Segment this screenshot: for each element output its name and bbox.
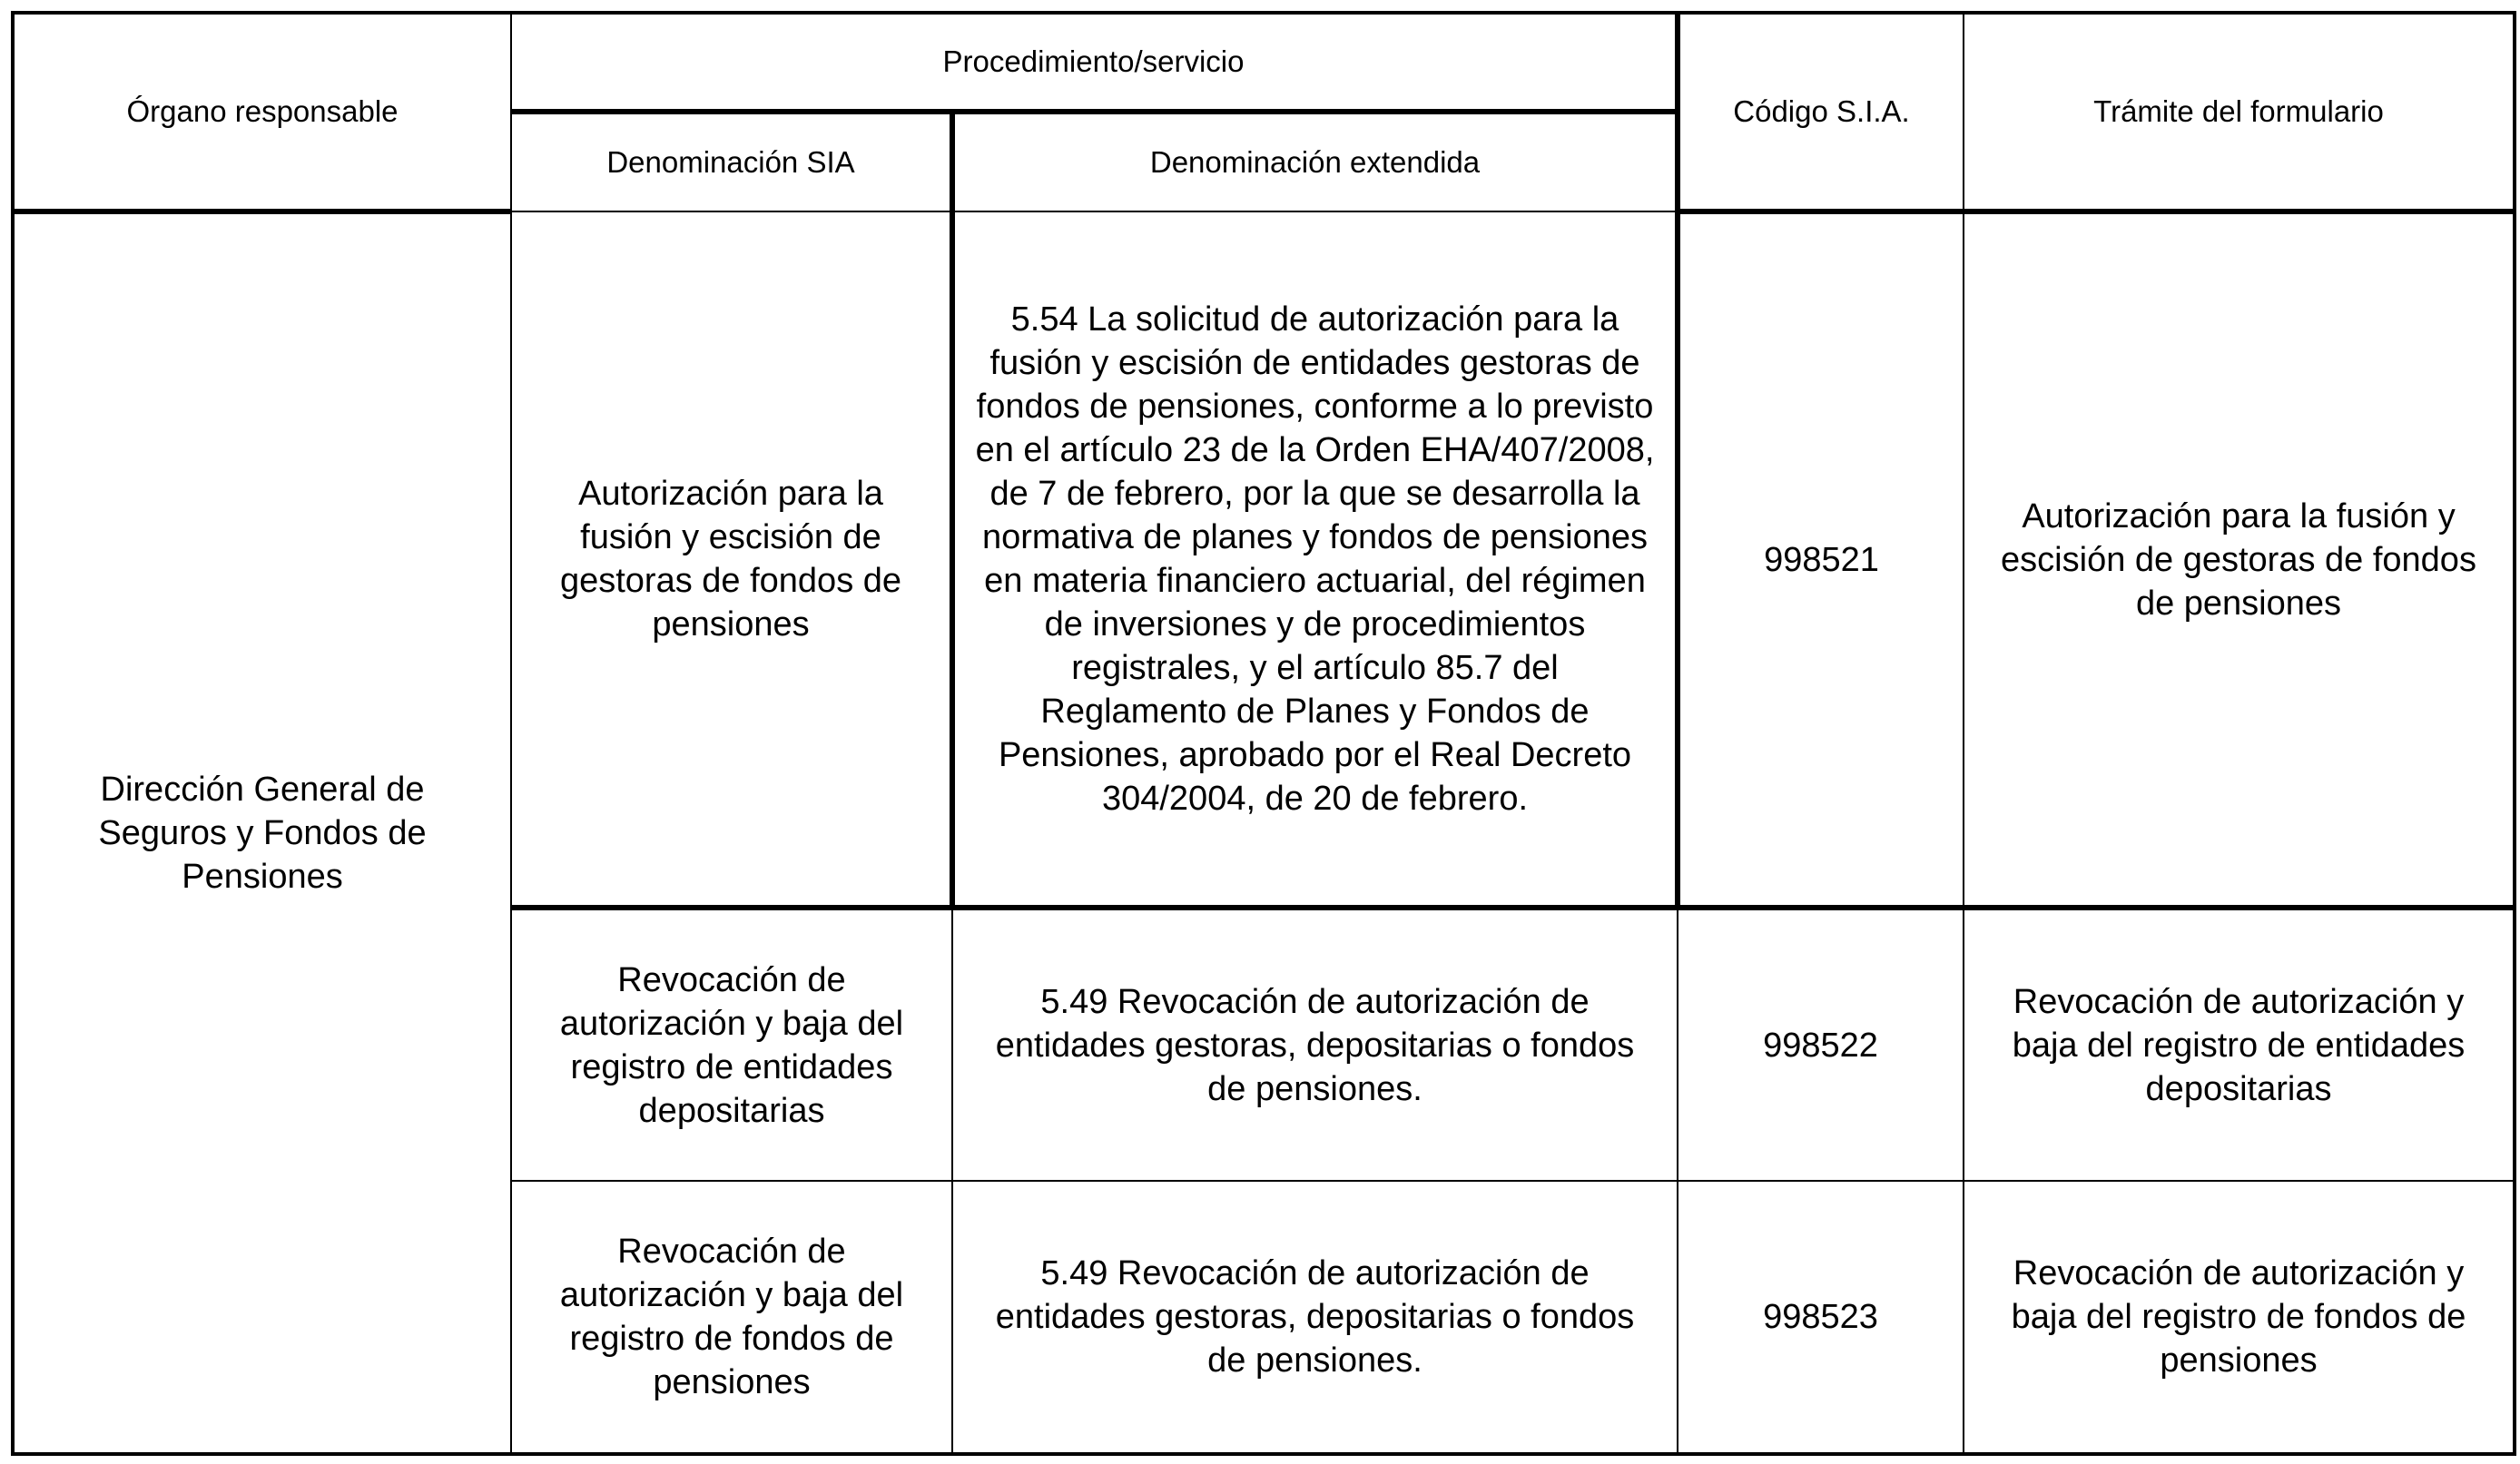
denominacion-extendida-cell: 5.54 La solicitud de autorización para la fusión y escisión de entidades gestoras de fondos de pensiones, conforme a lo previsto en el artículo 23 de la Orden EHA/407/2008, de 7 de febrero, por la que se desarrolla la normativa de planes y fondos de pensiones en materia financiero actuarial, del régimen de inversiones y de procedimientos registrales, y el artículo 85.7 del Reglamento de Planes y Fondos de Pensiones, aprobado por el Real Decreto 304/2004, de 20 de febrero. xyxy=(952,211,1678,908)
denominacion-extendida-cell: 5.49 Revocación de autorización de entidades gestoras, depositarias o fondos de pensiones. xyxy=(952,908,1678,1181)
organo-responsable-cell: Dirección General de Seguros y Fondos de Pensiones xyxy=(13,211,511,1454)
tramite-formulario-cell: Autorización para la fusión y escisión de gestoras de fondos de pensiones xyxy=(1964,211,2515,908)
codigo-sia-cell: 998522 xyxy=(1678,908,1964,1181)
procedures-table xyxy=(11,11,2516,1456)
tramite-formulario-cell: Revocación de autorización y baja del registro de fondos de pensiones xyxy=(1964,1181,2515,1454)
header-organo-responsable: Órgano responsable xyxy=(13,13,511,211)
header-denominacion-extendida: Denominación extendida xyxy=(952,112,1678,211)
denominacion-sia-cell: Autorización para la fusión y escisión de gestoras de fondos de pensiones xyxy=(511,211,952,908)
table-row xyxy=(13,211,2515,908)
tramite-formulario-cell: Revocación de autorización y baja del registro de entidades depositarias xyxy=(1964,908,2515,1181)
header-codigo-sia: Código S.I.A. xyxy=(1678,13,1964,211)
codigo-sia-cell: 998523 xyxy=(1678,1181,1964,1454)
denominacion-sia-cell: Revocación de autorización y baja del registro de entidades depositarias xyxy=(511,908,952,1181)
header-denominacion-sia: Denominación SIA xyxy=(511,112,952,211)
denominacion-extendida-cell: 5.49 Revocación de autorización de entidades gestoras, depositarias o fondos de pensiones. xyxy=(952,1181,1678,1454)
header-tramite-formulario: Trámite del formulario xyxy=(1964,13,2515,211)
codigo-sia-cell: 998521 xyxy=(1678,211,1964,908)
header-procedimiento-servicio: Procedimiento/servicio xyxy=(511,13,1678,112)
denominacion-sia-cell: Revocación de autorización y baja del registro de fondos de pensiones xyxy=(511,1181,952,1454)
